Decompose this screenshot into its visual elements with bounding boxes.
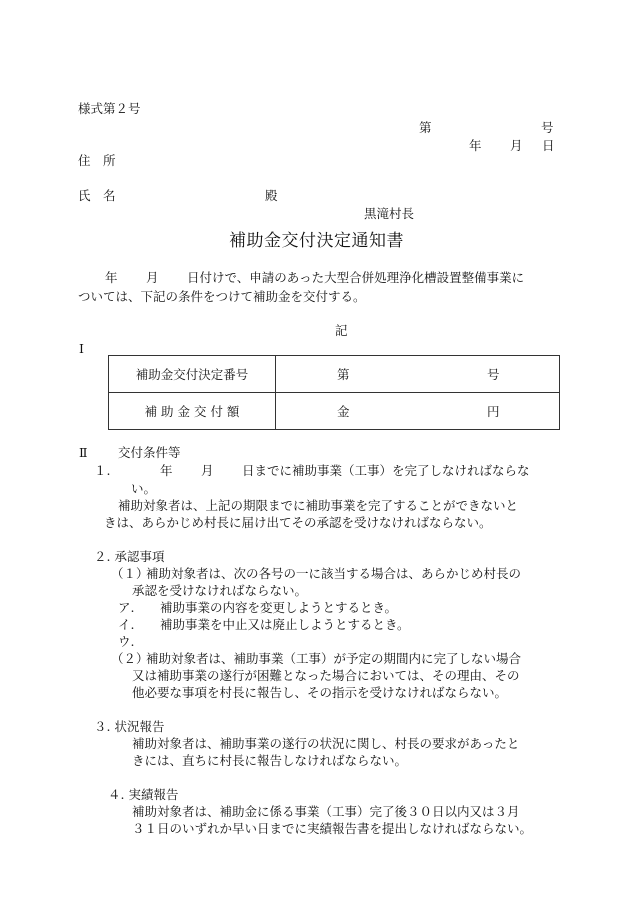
date-year-label: 年 [469,138,482,153]
intro-month-label: 月 [146,270,159,285]
table-row [109,356,560,393]
grant-amount-prefix: 金 [337,404,350,419]
grant-info-table [108,355,560,430]
item-4-line-1: 補助対象者は、補助金に係る事業（工事）完了後３０日以内又は３月 [132,804,520,819]
decision-number-suffix: 号 [487,367,500,382]
item-1-number: １. [94,463,111,478]
address-label: 住 所 [78,153,116,168]
grant-amount-label: 補 助 金 交 付 額 [109,393,276,430]
item-3-line-1: 補助対象者は、補助事業の遂行の状況に関し、村長の要求があったと [132,736,520,751]
decision-number-prefix: 第 [337,367,350,382]
item-2-sub-2-number: （２） [111,651,149,666]
honorific: 殿 [265,188,278,203]
item-2-sub-2-line-3: 他必要な事項を村長に報告し、その指示を受けなければならない。 [132,685,508,700]
item-2-a-label: ア. [118,600,135,615]
grant-amount-value [276,393,560,430]
item-2-heading: ２. 承認事項 [94,549,165,564]
item-4-line-2: ３１日のいずれか早い日までに実績報告書を提出しなければならない。 [132,821,533,836]
issuer: 黒滝村長 [364,206,415,221]
document-title: 補助金交付決定通知書 [229,231,404,251]
item-2-sub-1-line-1: 補助対象者は、次の各号の一に該当する場合は、あらかじめ村長の [146,566,522,581]
section-2-heading: 交付条件等 [118,445,181,460]
item-2-u-label: ウ. [118,634,135,649]
item-2-a-text: 補助事業の内容を変更しようとするとき。 [160,600,398,615]
ki-mark: 記 [335,323,348,338]
item-2-sub-2-line-1: 補助対象者は、補助事業（工事）が予定の期間内に完了しない場合 [146,651,522,666]
doc-number-prefix: 第 [419,120,432,135]
grant-amount-suffix: 円 [487,404,500,419]
item-2-i-label: イ. [118,617,135,632]
section-2-label: Ⅱ [79,445,88,460]
item-1-year-label: 年 [160,463,173,478]
intro-year-label: 年 [105,270,118,285]
item-1-month-label: 月 [201,463,214,478]
doc-number-suffix: 号 [541,120,554,135]
section-1-label: Ⅰ [79,341,84,356]
date-day-label: 日 [542,138,555,153]
item-4-heading: ４. 実績報告 [108,787,179,802]
item-1-text: 日までに補助事業（工事）を完了しなければならな [242,463,530,478]
decision-number-value [276,356,560,393]
intro-line-2: ついては、下記の条件をつけて補助金を交付する。 [78,289,366,304]
intro-line-1: 日付けで、申請のあった大型合併処理浄化槽設置整備事業に [187,270,525,285]
item-1-para-line-1: 補助対象者は、上記の期限までに補助事業を完了することができないと [118,498,519,513]
date-month-label: 月 [510,138,523,153]
item-1-text-cont: い。 [131,481,157,496]
item-2-i-text: 補助事業を中止又は廃止しようとするとき。 [160,617,410,632]
item-3-line-2: きには、直ちに村長に報告しなければならない。 [132,753,408,768]
decision-number-label: 補助金交付決定番号 [109,356,276,393]
item-1-para-line-2: きは、あらかじめ村長に届け出てその承認を受けなければならない。 [104,515,492,530]
item-2-sub-1-line-2: 承認を受けなければならない。 [132,583,308,598]
item-2-sub-2-line-2: 又は補助事業の遂行が困難となった場合においては、その理由、その [132,668,520,683]
item-2-sub-1-number: （１） [111,566,149,581]
table-row [109,393,560,430]
name-label: 氏 名 [78,188,116,203]
form-number: 様式第２号 [78,101,141,116]
item-3-heading: ３. 状況報告 [94,719,165,734]
